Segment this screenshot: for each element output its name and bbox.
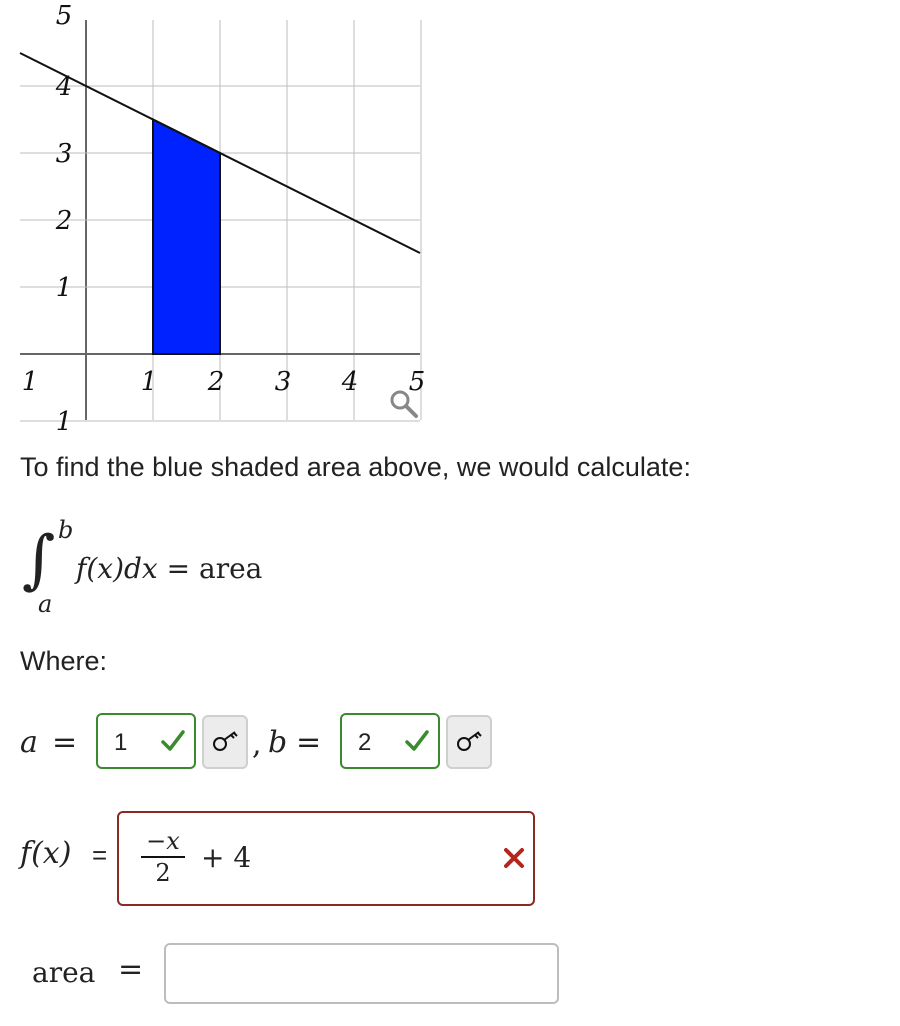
x-tick-label: 1 (140, 367, 158, 397)
incorrect-icon (503, 847, 525, 869)
integral-body (76, 552, 262, 585)
key-icon (456, 729, 484, 753)
integral-equals: = (166, 552, 191, 585)
fraction (141, 827, 185, 887)
x-tick-label: 4 (341, 367, 359, 397)
x-tick-label: 2 (207, 367, 225, 397)
bounds-row (20, 713, 540, 773)
fx-equals: = (92, 840, 108, 870)
x-tick-label: 5 (408, 367, 426, 397)
fraction-bar (141, 856, 185, 858)
y-tick-label: 5 (55, 1, 73, 31)
a-input[interactable] (96, 713, 196, 769)
area-label: area (32, 956, 96, 989)
a-equals: = (52, 725, 78, 760)
fraction-denominator: 2 (155, 859, 171, 887)
integral-rhs: area (199, 552, 263, 585)
y-tick-label: 4 (55, 72, 73, 102)
a-label: a (20, 725, 38, 760)
check-icon (404, 727, 430, 755)
check-icon (160, 727, 186, 755)
a-value: 1 (114, 729, 128, 756)
y-tick-label: 2 (55, 206, 73, 236)
a-key-button[interactable] (202, 715, 248, 769)
area-input[interactable] (164, 943, 559, 1004)
y-tick-label: 1 (55, 273, 73, 303)
integrand: f(x)dx (76, 552, 158, 585)
fraction-numerator: −x (146, 827, 180, 855)
integral-upper-limit: b (58, 516, 74, 544)
function-graph (0, 0, 440, 430)
x-tick-label: 1 (21, 367, 39, 397)
integral-sign: ∫ (22, 523, 56, 597)
instruction-text: To find the blue shaded area above, we would calculate: (20, 452, 691, 482)
integral-lower-limit: a (38, 590, 53, 618)
fx-label: f(x) (20, 836, 72, 871)
fx-input[interactable] (117, 811, 535, 906)
area-equals: = (118, 952, 144, 987)
key-icon (212, 729, 240, 753)
shaded-area-region (153, 120, 220, 355)
integral-expression (18, 510, 338, 620)
where-label: Where: (20, 646, 108, 676)
fx-constant-term: + 4 (201, 841, 252, 874)
b-value: 2 (358, 729, 372, 756)
b-label: b (268, 725, 288, 760)
b-key-button[interactable] (446, 715, 492, 769)
b-equals: = (296, 725, 322, 760)
bounds-separator: , (252, 727, 262, 762)
y-tick-label: 3 (55, 139, 73, 169)
b-input[interactable] (340, 713, 440, 769)
x-tick-label: 3 (274, 367, 292, 397)
axis-ticks (22, 1, 426, 430)
y-tick-label: 1 (55, 407, 73, 430)
